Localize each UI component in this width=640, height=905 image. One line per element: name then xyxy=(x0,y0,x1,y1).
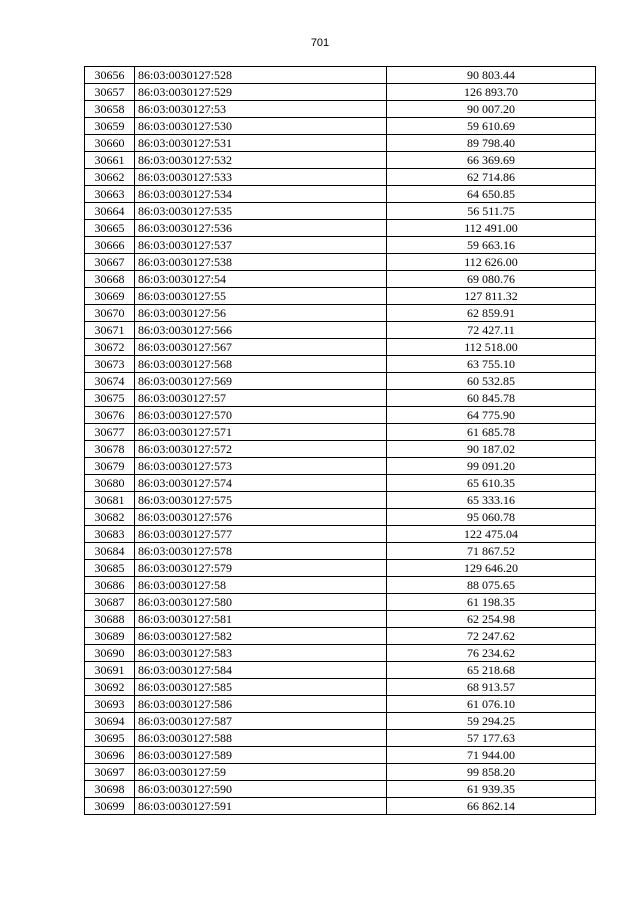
row-number-cell: 30675 xyxy=(85,390,135,407)
table-row xyxy=(85,560,596,577)
row-number-cell: 30662 xyxy=(85,169,135,186)
cadastral-number-cell: 86:03:0030127:535 xyxy=(135,203,387,220)
row-number-cell: 30695 xyxy=(85,730,135,747)
table-row xyxy=(85,492,596,509)
table-row xyxy=(85,373,596,390)
row-number-cell: 30688 xyxy=(85,611,135,628)
cadastral-number-cell: 86:03:0030127:533 xyxy=(135,169,387,186)
row-number-cell: 30672 xyxy=(85,339,135,356)
table-row xyxy=(85,237,596,254)
row-number-cell: 30698 xyxy=(85,781,135,798)
value-cell: 112 491.00 xyxy=(387,220,596,237)
value-cell: 122 475.04 xyxy=(387,526,596,543)
table-row xyxy=(85,356,596,373)
table-row xyxy=(85,696,596,713)
row-number-cell: 30668 xyxy=(85,271,135,288)
cadastral-number-cell: 86:03:0030127:580 xyxy=(135,594,387,611)
cadastral-number-cell: 86:03:0030127:566 xyxy=(135,322,387,339)
table-row xyxy=(85,679,596,696)
table-row xyxy=(85,458,596,475)
table-row xyxy=(85,628,596,645)
table-row xyxy=(85,747,596,764)
table-row xyxy=(85,611,596,628)
cadastral-number-cell: 86:03:0030127:576 xyxy=(135,509,387,526)
value-cell: 61 076.10 xyxy=(387,696,596,713)
row-number-cell: 30679 xyxy=(85,458,135,475)
cadastral-number-cell: 86:03:0030127:56 xyxy=(135,305,387,322)
table-row xyxy=(85,390,596,407)
table-row xyxy=(85,152,596,169)
row-number-cell: 30660 xyxy=(85,135,135,152)
value-cell: 64 775.90 xyxy=(387,407,596,424)
cadastral-number-cell: 86:03:0030127:581 xyxy=(135,611,387,628)
table-row xyxy=(85,577,596,594)
row-number-cell: 30674 xyxy=(85,373,135,390)
table-row xyxy=(85,84,596,101)
row-number-cell: 30669 xyxy=(85,288,135,305)
table-row xyxy=(85,288,596,305)
cadastral-number-cell: 86:03:0030127:528 xyxy=(135,67,387,84)
value-cell: 59 663.16 xyxy=(387,237,596,254)
table-row xyxy=(85,594,596,611)
cadastral-number-cell: 86:03:0030127:529 xyxy=(135,84,387,101)
table-row xyxy=(85,730,596,747)
value-cell: 90 187.02 xyxy=(387,441,596,458)
cadastral-number-cell: 86:03:0030127:569 xyxy=(135,373,387,390)
cadastral-number-cell: 86:03:0030127:531 xyxy=(135,135,387,152)
row-number-cell: 30687 xyxy=(85,594,135,611)
value-cell: 62 254.98 xyxy=(387,611,596,628)
row-number-cell: 30666 xyxy=(85,237,135,254)
value-cell: 61 198.35 xyxy=(387,594,596,611)
cadastral-number-cell: 86:03:0030127:579 xyxy=(135,560,387,577)
value-cell: 60 532.85 xyxy=(387,373,596,390)
row-number-cell: 30692 xyxy=(85,679,135,696)
row-number-cell: 30689 xyxy=(85,628,135,645)
value-cell: 61 939.35 xyxy=(387,781,596,798)
row-number-cell: 30657 xyxy=(85,84,135,101)
row-number-cell: 30664 xyxy=(85,203,135,220)
value-cell: 69 080.76 xyxy=(387,271,596,288)
row-number-cell: 30656 xyxy=(85,67,135,84)
row-number-cell: 30670 xyxy=(85,305,135,322)
table-row xyxy=(85,764,596,781)
page-number: 701 xyxy=(310,37,330,49)
value-cell: 63 755.10 xyxy=(387,356,596,373)
row-number-cell: 30685 xyxy=(85,560,135,577)
row-number-cell: 30680 xyxy=(85,475,135,492)
row-number-cell: 30694 xyxy=(85,713,135,730)
cadastral-number-cell: 86:03:0030127:589 xyxy=(135,747,387,764)
cadastral-number-cell: 86:03:0030127:575 xyxy=(135,492,387,509)
value-cell: 90 007.20 xyxy=(387,101,596,118)
cadastral-number-cell: 86:03:0030127:57 xyxy=(135,390,387,407)
table-row xyxy=(85,424,596,441)
row-number-cell: 30658 xyxy=(85,101,135,118)
cadastral-number-cell: 86:03:0030127:571 xyxy=(135,424,387,441)
table-body xyxy=(85,67,596,815)
cadastral-number-cell: 86:03:0030127:574 xyxy=(135,475,387,492)
table-row xyxy=(85,407,596,424)
value-cell: 99 858.20 xyxy=(387,764,596,781)
cadastral-number-cell: 86:03:0030127:59 xyxy=(135,764,387,781)
cadastral-number-cell: 86:03:0030127:582 xyxy=(135,628,387,645)
row-number-cell: 30682 xyxy=(85,509,135,526)
cadastral-number-cell: 86:03:0030127:590 xyxy=(135,781,387,798)
cadastral-number-cell: 86:03:0030127:568 xyxy=(135,356,387,373)
cadastral-number-cell: 86:03:0030127:53 xyxy=(135,101,387,118)
table-row xyxy=(85,509,596,526)
value-cell: 72 247.62 xyxy=(387,628,596,645)
row-number-cell: 30681 xyxy=(85,492,135,509)
cadastral-number-cell: 86:03:0030127:55 xyxy=(135,288,387,305)
value-cell: 59 294.25 xyxy=(387,713,596,730)
value-cell: 65 333.16 xyxy=(387,492,596,509)
cadastral-number-cell: 86:03:0030127:538 xyxy=(135,254,387,271)
row-number-cell: 30673 xyxy=(85,356,135,373)
value-cell: 112 518.00 xyxy=(387,339,596,356)
cadastral-number-cell: 86:03:0030127:537 xyxy=(135,237,387,254)
value-cell: 126 893.70 xyxy=(387,84,596,101)
value-cell: 68 913.57 xyxy=(387,679,596,696)
row-number-cell: 30691 xyxy=(85,662,135,679)
value-cell: 112 626.00 xyxy=(387,254,596,271)
cadastral-number-cell: 86:03:0030127:573 xyxy=(135,458,387,475)
row-number-cell: 30659 xyxy=(85,118,135,135)
row-number-cell: 30697 xyxy=(85,764,135,781)
cadastral-number-cell: 86:03:0030127:530 xyxy=(135,118,387,135)
value-cell: 66 369.69 xyxy=(387,152,596,169)
value-cell: 59 610.69 xyxy=(387,118,596,135)
table-row xyxy=(85,254,596,271)
cadastral-number-cell: 86:03:0030127:54 xyxy=(135,271,387,288)
value-cell: 62 714.86 xyxy=(387,169,596,186)
table-row xyxy=(85,322,596,339)
value-cell: 90 803.44 xyxy=(387,67,596,84)
table-row xyxy=(85,101,596,118)
value-cell: 95 060.78 xyxy=(387,509,596,526)
value-cell: 88 075.65 xyxy=(387,577,596,594)
value-cell: 71 867.52 xyxy=(387,543,596,560)
value-cell: 65 610.35 xyxy=(387,475,596,492)
table-row xyxy=(85,543,596,560)
cadastral-number-cell: 86:03:0030127:583 xyxy=(135,645,387,662)
cadastral-number-cell: 86:03:0030127:591 xyxy=(135,798,387,815)
table-row xyxy=(85,186,596,203)
table-row xyxy=(85,305,596,322)
value-cell: 65 218.68 xyxy=(387,662,596,679)
table-row xyxy=(85,441,596,458)
row-number-cell: 30686 xyxy=(85,577,135,594)
table-row xyxy=(85,713,596,730)
table-row xyxy=(85,339,596,356)
cadastral-number-cell: 86:03:0030127:585 xyxy=(135,679,387,696)
table-row xyxy=(85,798,596,815)
value-cell: 129 646.20 xyxy=(387,560,596,577)
value-cell: 72 427.11 xyxy=(387,322,596,339)
row-number-cell: 30671 xyxy=(85,322,135,339)
value-cell: 89 798.40 xyxy=(387,135,596,152)
cadastral-number-cell: 86:03:0030127:577 xyxy=(135,526,387,543)
table-row xyxy=(85,271,596,288)
row-number-cell: 30684 xyxy=(85,543,135,560)
row-number-cell: 30661 xyxy=(85,152,135,169)
value-cell: 71 944.00 xyxy=(387,747,596,764)
value-cell: 60 845.78 xyxy=(387,390,596,407)
cadastral-number-cell: 86:03:0030127:588 xyxy=(135,730,387,747)
table-row xyxy=(85,475,596,492)
table-row xyxy=(85,169,596,186)
table-row xyxy=(85,526,596,543)
cadastral-number-cell: 86:03:0030127:534 xyxy=(135,186,387,203)
table-row xyxy=(85,662,596,679)
row-number-cell: 30678 xyxy=(85,441,135,458)
row-number-cell: 30667 xyxy=(85,254,135,271)
row-number-cell: 30663 xyxy=(85,186,135,203)
data-table xyxy=(84,66,596,815)
table-row xyxy=(85,203,596,220)
value-cell: 64 650.85 xyxy=(387,186,596,203)
cadastral-number-cell: 86:03:0030127:570 xyxy=(135,407,387,424)
value-cell: 62 859.91 xyxy=(387,305,596,322)
row-number-cell: 30683 xyxy=(85,526,135,543)
value-cell: 56 511.75 xyxy=(387,203,596,220)
cadastral-number-cell: 86:03:0030127:536 xyxy=(135,220,387,237)
table-row xyxy=(85,781,596,798)
row-number-cell: 30676 xyxy=(85,407,135,424)
cadastral-number-cell: 86:03:0030127:586 xyxy=(135,696,387,713)
row-number-cell: 30696 xyxy=(85,747,135,764)
cadastral-number-cell: 86:03:0030127:532 xyxy=(135,152,387,169)
cadastral-number-cell: 86:03:0030127:587 xyxy=(135,713,387,730)
table-row xyxy=(85,645,596,662)
value-cell: 57 177.63 xyxy=(387,730,596,747)
cadastral-number-cell: 86:03:0030127:572 xyxy=(135,441,387,458)
table-row xyxy=(85,67,596,84)
table-row xyxy=(85,220,596,237)
row-number-cell: 30690 xyxy=(85,645,135,662)
cadastral-number-cell: 86:03:0030127:567 xyxy=(135,339,387,356)
table-row xyxy=(85,135,596,152)
cadastral-number-cell: 86:03:0030127:58 xyxy=(135,577,387,594)
value-cell: 99 091.20 xyxy=(387,458,596,475)
row-number-cell: 30665 xyxy=(85,220,135,237)
value-cell: 66 862.14 xyxy=(387,798,596,815)
value-cell: 76 234.62 xyxy=(387,645,596,662)
row-number-cell: 30677 xyxy=(85,424,135,441)
value-cell: 61 685.78 xyxy=(387,424,596,441)
row-number-cell: 30693 xyxy=(85,696,135,713)
row-number-cell: 30699 xyxy=(85,798,135,815)
cadastral-number-cell: 86:03:0030127:578 xyxy=(135,543,387,560)
table-row xyxy=(85,118,596,135)
cadastral-number-cell: 86:03:0030127:584 xyxy=(135,662,387,679)
value-cell: 127 811.32 xyxy=(387,288,596,305)
